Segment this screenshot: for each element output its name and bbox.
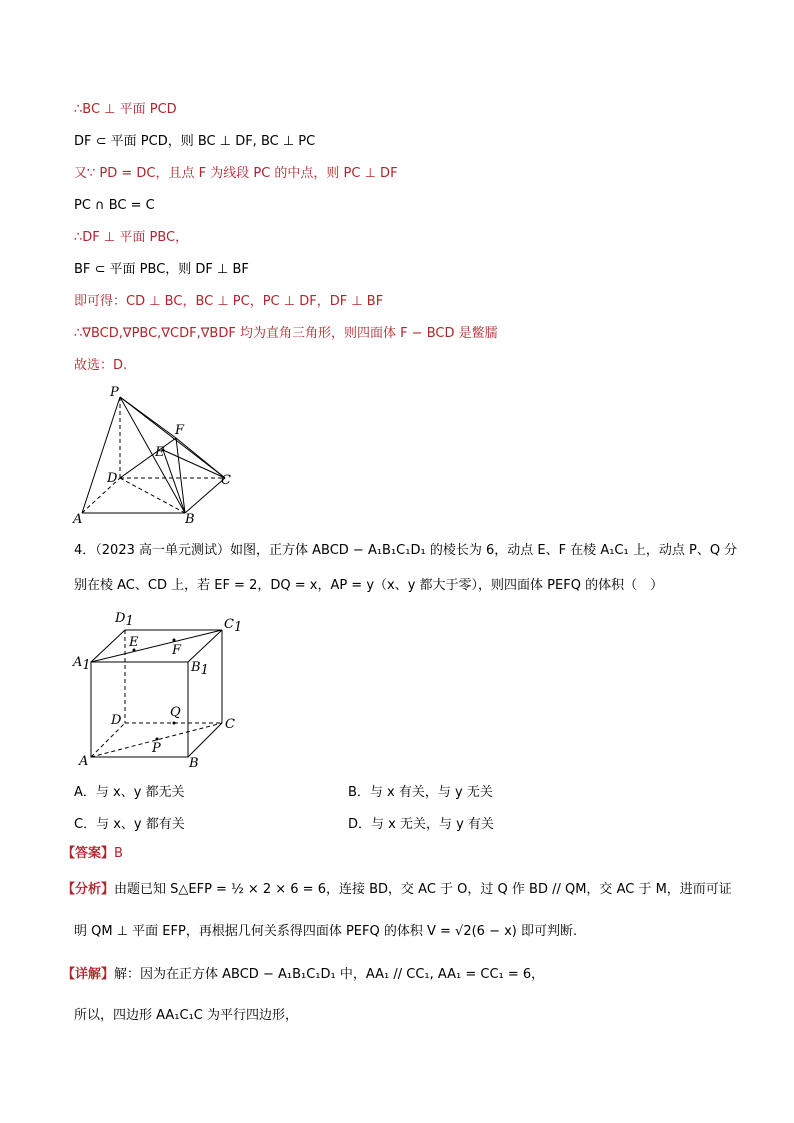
solution-line-2: DF ⊂ 平面 PCD，则 BC ⊥ DF, BC ⊥ PC (74, 134, 316, 149)
analysis-line-2: 明 QM ⊥ 平面 EFP，再根据几何关系得四面体 PEFQ 的体积 V = √2(6 − x) 即可判断. (74, 924, 578, 939)
solution-line-8: ∴∇BCD,∇PBC,∇CDF,∇BDF 均为直角三角形，则四面体 F − BCD 是鳖臑 (74, 326, 498, 341)
option-a[interactable]: A．与 x、y 都无关 (74, 785, 185, 800)
figure-tetrahedron (70, 380, 240, 530)
label-C: C (221, 473, 231, 488)
analysis-tag: 【分析】 (62, 882, 115, 897)
solution-line-5: ∴DF ⊥ 平面 PBC， (74, 230, 189, 245)
figure-cube (70, 600, 260, 775)
solution-line-6: BF ⊂ 平面 PBC，则 DF ⊥ BF (74, 262, 249, 277)
option-b[interactable]: B．与 x 有关，与 y 无关 (348, 785, 493, 800)
label-E: E (129, 635, 139, 650)
label-D: D (107, 471, 118, 486)
label-C: C (225, 717, 235, 732)
question-line-2: 别在棱 AC、CD 上，若 EF = 2，DQ = x，AP = y（x、y 都大于零），则四面体 PEFQ 的体积（ ） (74, 578, 664, 593)
label-Q: Q (170, 705, 181, 720)
label-A: A (79, 754, 89, 769)
label-A: A (73, 512, 83, 527)
label-B: B (185, 512, 195, 527)
option-d[interactable]: D．与 x 无关，与 y 有关 (348, 817, 494, 832)
label-D: D (111, 713, 122, 728)
label-P: P (110, 385, 119, 400)
answer-line (62, 845, 123, 863)
solution-line-3: 又∵ PD = DC，且点 F 为线段 PC 的中点，则 PC ⊥ DF (74, 166, 398, 181)
analysis-line-1 (62, 881, 732, 899)
label-A1: A1 (73, 655, 91, 673)
label-B: B (189, 756, 199, 771)
label-C1: C1 (224, 617, 243, 635)
label-B1: B1 (191, 660, 209, 678)
label-F: F (172, 643, 182, 658)
analysis-text-1: 由题已知 S△EFP = ½ × 2 × 6 = 6，连接 BD，交 AC 于 O，过 Q 作 BD // QM，交 AC 于 M，进而可证 (114, 882, 732, 897)
label-E: E (155, 445, 165, 460)
option-c[interactable]: C．与 x、y 都有关 (74, 817, 185, 832)
solution-line-1: ∴BC ⊥ 平面 PCD (74, 102, 177, 117)
label-P: P (152, 741, 161, 756)
solution-line-9: 故选：D. (74, 358, 128, 373)
detail-line-2: 所以，四边形 AA₁C₁C 为平行四边形， (74, 1008, 298, 1023)
answer-value: B (114, 846, 123, 861)
solution-line-7: 即可得：CD ⊥ BC，BC ⊥ PC，PC ⊥ DF，DF ⊥ BF (74, 294, 384, 309)
label-F: F (175, 423, 185, 438)
solution-line-4: PC ∩ BC = C (74, 198, 155, 213)
question-line-1: 4．（2023 高一单元测试）如图，正方体 ABCD − A₁B₁C₁D₁ 的棱长为 6，动点 E、F 在棱 A₁C₁ 上，动点 P、Q 分 (74, 543, 738, 558)
detail-tag: 【详解】 (62, 967, 115, 982)
detail-text-1: 解：因为在正方体 ABCD − A₁B₁C₁D₁ 中，AA₁ // CC₁, AA₁ = CC₁ = 6， (114, 967, 545, 982)
answer-tag: 【答案】 (62, 846, 115, 861)
label-D1: D1 (115, 611, 134, 629)
detail-line-1 (62, 966, 544, 984)
